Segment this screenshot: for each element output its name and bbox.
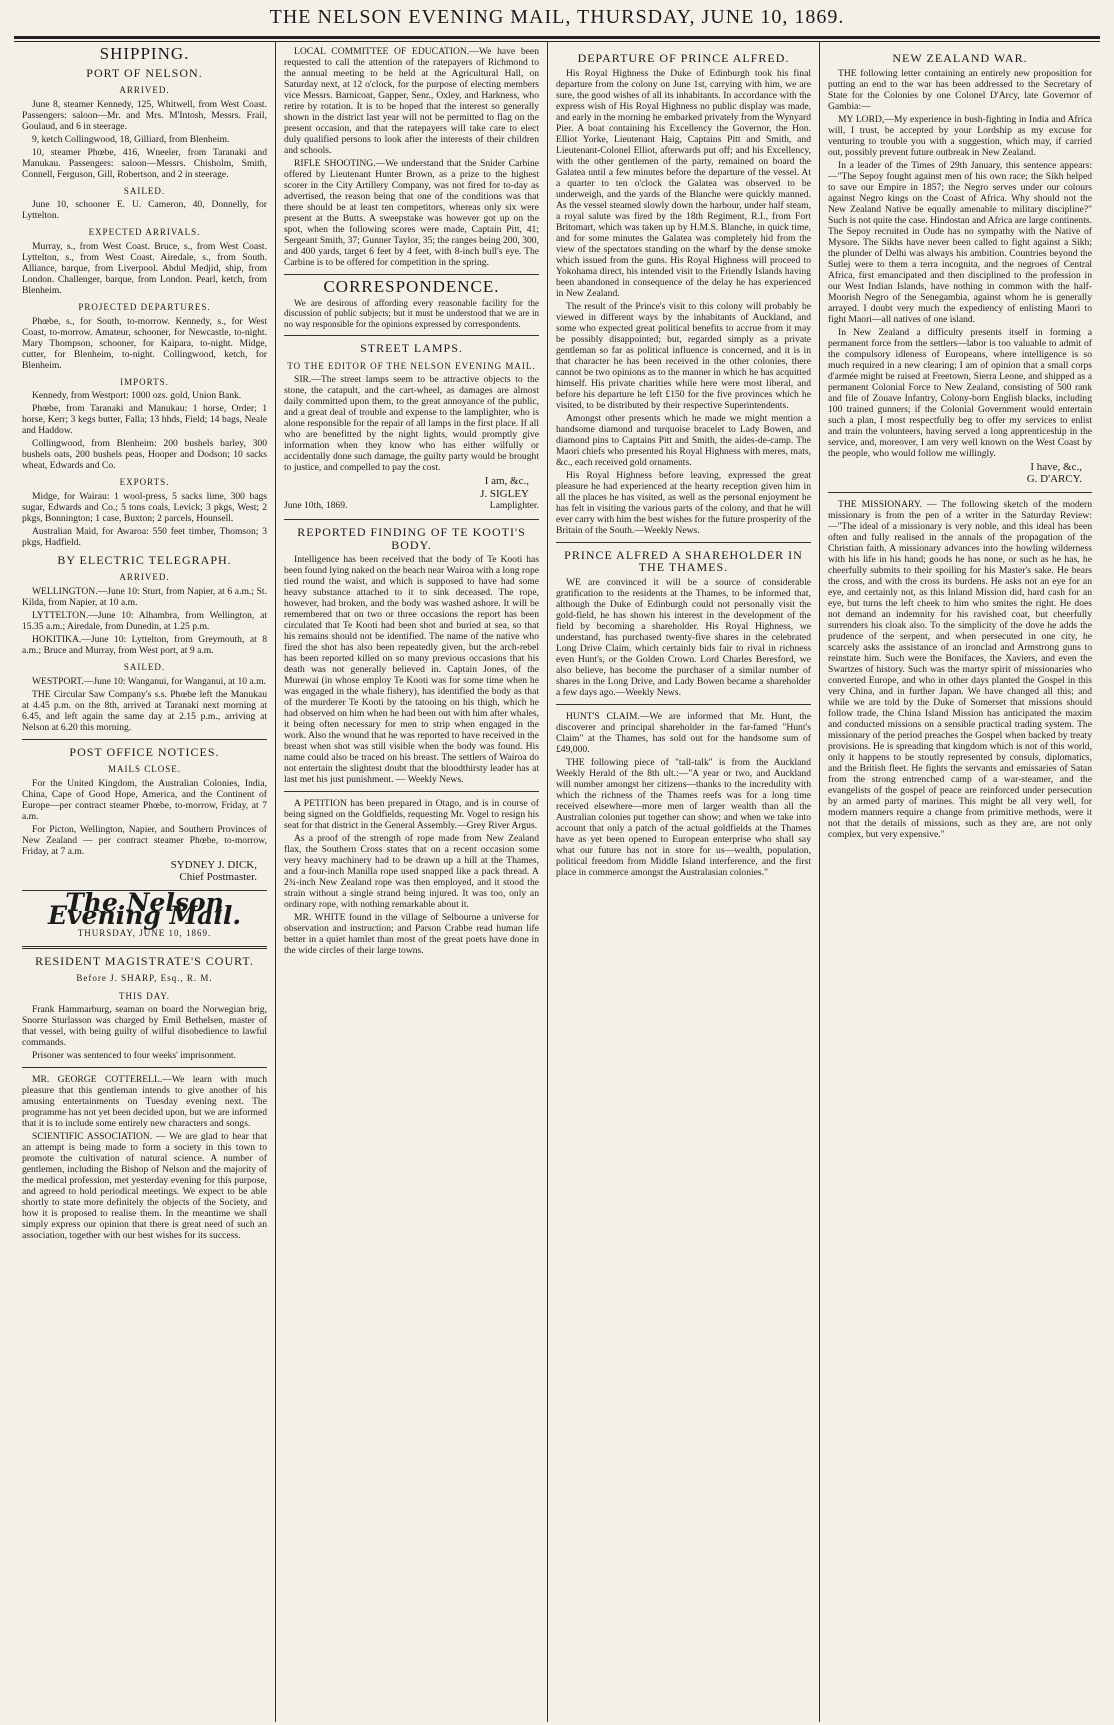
war-title: NEW ZEALAND WAR. bbox=[892, 51, 1028, 65]
divider bbox=[284, 335, 539, 336]
mails-item: For Picton, Wellington, Napier, and Southern Provinces of New Zealand — per contract steamer Phœbe, to-morrow, Friday, at 7 a.m. bbox=[22, 823, 267, 857]
saw-company-notice: THE Circular Saw Company's s.s. Phœbe left the Manukau at 4.45 p.m. on the 8th, arrived at Taranaki next morning at 6.45, and left again the same day at 2.15 p.m., arriving at Nelson at 6.20 this morning. bbox=[22, 688, 267, 733]
share-paragraph: WE are convinced it will be a source of considerable gratification to the residents at the Thames, to be informed that, although the Duke of Edinburgh could not personally visit the gold-field, he has shown his interest in the development of the field by becoming a shareholder. His Royal Highness, we understand, has purchased twenty-five shares in the celebrated Long Drive Claim, which certainly bids fair to rival in richness even Hunt's, or the Golden Crown. Lord Charles Beresford, we also believe, has become the purchaser of a similar number of shares in the Long Drive, and Lady Bowen became a shareholder a few days ago.—Weekly News. bbox=[556, 576, 811, 698]
paper-date: THURSDAY, JUNE 10, 1869. bbox=[77, 928, 212, 939]
projected-item: Phœbe, s., for South, to-morrow. Kennedy, s., for West Coast, to-morrow. Amateur, schooner, for Newcastle, to-night. Mary Thompson, schooner, for Kaipara, to-night. Midge, cutter, for Blenheim, to-night. Collingwood, ketch, for Blenheim. bbox=[22, 315, 267, 371]
arrived-item: 10, steamer Phœbe, 416, Wneeler, from Taranaki and Manukau. Passengers: saloon—Messrs. Chisholm, Smith, Connell, Ferguson, Gill, Robertson, and 2 in steerage. bbox=[22, 146, 267, 180]
lamps-to: TO THE EDITOR OF THE NELSON EVENING MAIL. bbox=[287, 360, 536, 371]
kooti-title: REPORTED FINDING OF TE KOOTI'S BODY. bbox=[297, 525, 526, 552]
war-letter-paragraph: In a leader of the Times of 29th January, this sentence appears:—"The Sepoy fought against men of his own race; the Sikh helped to save our Empire in 1857; the Negro serves under our colours against Negro kings on the Coast of Africa. Why should not the New Zealand Native be equally amenable to military discipline?" Such is not quite the case. Hindostan and Africa are large continents. The Sepoy recruited in Oude has no sympathy with the Native of Mysore. The Sikhs have never been called to fight against a Sikh; the plunder of Delhi was always his ambition. Countries beyond the Sutlej were to them a terra incognita, and the negroes of Central Africa, first emancipated and then disciplined to the profession in our West Indian Islands, have nothing in common with the half-Moorish Negro of the Senegambia, against whom he is generally arrayed. I doubt very much the expediency of enlisting Maori to fight Maori—all natives of one island. bbox=[828, 159, 1092, 325]
kooti-paragraph: Intelligence has been received that the body of Te Kooti has been found lying naked on the beach near Wairoa with a long rope tied round the waist, and which is supposed to have had some heavy substance attached to it to sink deceased. The rope, however, had broken, and the body was washed ashore. It will be remembered that on two or three occasions the report has been circulated that Te Kooti had been shot and buried at sea, so that his remains should not be identified. The name of the native who fired the shot has also been repeatedly given, but the arch-rebel has been reported killed on so many previous occasions that his death was not generally believed in. Captain Jones, of the Murewai (in whose employ Te Kooti was for some time when he was engaged in the whale fishery), has identified the body as that of the murderer Te Kooti by the tatooing on his thigh, which he had observed on him when he had been out with him after whales, it being often necessary for men to strip when engaged in the work. Also the wound that he was reported to have received in the breast when shot was still visible when the body was found. His name could also be traced on his breast. The settlers of Wairoa do not entertain the slightest doubt that the bloodthirsty leader has at last met his just punishment. — Weekly News. bbox=[284, 554, 539, 786]
divider bbox=[556, 704, 811, 705]
divider bbox=[556, 542, 811, 543]
divider bbox=[22, 1067, 267, 1068]
departure-paragraph: The result of the Prince's visit to this colony will probably be viewed in different ways by the inhabitants of Auckland, and some who expected great political benefits to accrue from it may be possibly disappointed; but, regarded simply as a private gentleman so far as political influence is concerned, and it is in that character he has been received in the other colonies, there cannot be two opinions as to the manner in which he has acquitted himself. His private charities while here were most liberal, and before his departure he left £150 for the five provinces which he visited, to be distributed by their respective Superintendents. bbox=[556, 300, 811, 411]
scientific-paragraph: SCIENTIFIC ASSOCIATION. — We are glad to hear that an attempt is being made to form a society in this town to promote the cultivation of natural science. A number of gentlemen, including the Bishop of Nelson and the majority of the medical profession, met yesterday evening for this purpose, and agreed to hold periodical meetings. We expect to be able shortly to state more definitely the objects of the Society, and how it is proposed to realise them. In the meantime we shall simply express our opinion that there is great need of such an association, together with our best wishes for its success. bbox=[22, 1131, 267, 1242]
departure-paragraph: His Royal Highness the Duke of Edinburgh took his final departure from the colony on June 1st, carrying with him, we are sure, the good wishes of all its inhabitants. In accordance with the express wish of His Royal Highness no public display was made, and early in the morning he embarked privately from the Wynyard Pier. A boat containing his Excellency the Governor, the Hon. Elliot Yorke, Lieutenant Haig, Captains Pitt and Smith, and Lieutenant-Colonel Elliot, afterwards put off; and his Excellency, with the other gentlemen of the party, remained on board the Galatea until a few minutes before the departure of the vessel. At a quarter to ten o'clock the Galatea was observed to be underweigh, and the yards of the Blanche were quickly manned. As the vessel steamed slowly down the harbour, under half steam, a royal salute was fired by the 18th Regiment, R.I., from Fort Britomart, which was taken up by H.M.S. Blanche, in quick time, and for some minutes the Galatea was completely hid from the view of the spectators standing on the wharf by the dense smoke which issued from the guns. His Royal Highness will proceed to Yokohama direct, his intended visit to the Friendly Islands having been abandoned in consequence of the delay he has experienced in New Zealand. bbox=[556, 67, 811, 299]
expected-head: EXPECTED ARRIVALS. bbox=[88, 227, 201, 238]
lamps-date: June 10th, 1869. bbox=[284, 500, 348, 512]
expected-item: Murray, s., from West Coast. Bruce, s., from West Coast. Lyttelton, s., from West Coast. Airedale, s., from South. Alliance, barque, from Liverpool. Abdul Medjid, ship, from London. Challenger, barque, from London. Pearl, ketch, from Blenheim. bbox=[22, 240, 267, 296]
lamps-text: SIR.—The street lamps seem to be attractive objects to the stone, the catapult, and the cart-wheel, as damages are almost daily committed upon them, to the great annoyance of the public, and a great deal of trouble and expense to the lamplighter, who is alone responsible for the repair of all lamps in the first place. If all who are benefitted by the night lights, would promptly give information when they know who has either wilfully or accidentally done such damage, the guilty party would be brought to justice, and compelled to pay the cost. bbox=[284, 374, 539, 474]
sailed-item: June 10, schooner E. U. Cameron, 40, Donnelly, for Lyttelton. bbox=[22, 199, 267, 222]
imports-item: Collingwood, from Blenheim: 200 bushels barley, 300 bushels oats, 200 bushels peas, Hooper and Dodson; 10 sacks wheat, Edwards and Co. bbox=[22, 438, 267, 472]
imports-item: Phœbe, from Taranaki and Manukau: 1 horse, Order; 1 horse, Kerr; 3 kegs butter, Falla; 13 hhds, Field; 14 bags, Neale and Haddow. bbox=[22, 403, 267, 437]
tel-sailed-head: SAILED. bbox=[123, 661, 166, 672]
exports-head: EXPORTS. bbox=[119, 477, 170, 488]
columns bbox=[14, 42, 1100, 1722]
war-letter-paragraph: MY LORD,—My experience in bush-fighting in India and Africa will, I trust, be accepted by your Lordship as my excuse for venturing to trouble you with a suggestion, which may, if carried out, possibly prevent future outbreak in New Zealand. bbox=[828, 113, 1092, 158]
tel-arrived-head: ARRIVED. bbox=[119, 572, 170, 583]
divider bbox=[284, 519, 539, 520]
divider bbox=[284, 791, 539, 792]
masthead-rule bbox=[14, 36, 1100, 39]
column-2 bbox=[276, 42, 548, 1722]
tel-arrived-item: LYTTELTON.—June 10: Alhambra, from Wellington, at 15.35 a.m.; Airedale, from Dunedin, at 1.25 p.m. bbox=[22, 609, 267, 632]
correspondence-title: CORRESPONDENCE. bbox=[323, 277, 500, 296]
court-text: Frank Hammarburg, seaman on board the Norwegian brig, Snorre Sturlasson was charged by Emil Bethelsen, master of that vessel, with being guilty of wilful disobedience to lawful commands. bbox=[22, 1004, 267, 1049]
mails-item: For the United Kingdom, the Australian Colonies, India, China, Cape of Good Hope, America, and the Continent of Europe—per contract steamer Phœbe, to-morrow, Friday, at 7 a.m. bbox=[22, 777, 267, 822]
cotterell-paragraph: MR. GEORGE COTTERELL.—We learn with much pleasure that this gentleman intends to give another of his amusing entertainments on Tuesday evening next. The programme has not yet been decided upon, but we are informed that it is to include some entirely new characters and songs. bbox=[22, 1074, 267, 1130]
tel-arrived-item: WELLINGTON.—June 10: Sturt, from Napier, at 6 a.m.; St. Kilda, from Napier, at 10 a.m. bbox=[22, 585, 267, 608]
rope-paragraph: As a proof of the strength of rope made from New Zealand flax, the Southern Cross states that on a recent occasion some very heavy machinery had to be drawn up a hill at the Thames, and a four-inch Manilla rope used snapped like a pack thread. A 2¾-inch New Zealand rope was then employed, and it stood the strain without a single strand being injured. It was too, only an ordinary rope, with nothing remarkable about it. bbox=[284, 833, 539, 911]
missionary-paragraph: THE MISSIONARY. — The following sketch of the modern missionary is from the pen of a writer in the Saturday Review:—"The ideal of a missionary is very noble, and this ideal has been often and fully realised in the annals of the propagation of the Christian faith. A missionary advances into the howling wilderness with his life in his hand; goods he has none, or such as he has, he cheerfully submits to their spoiling for his Master's sake. He bears the cross, and with the cross its burdens. He asks not an eye for an eye, and certainly not, as this Inland Mission did, hard cash for an eye, but turns the left cheek to him who smites the right. He does not demand an indemnity for his ravished coat, but cheerfully surrenders his cloak also. To the simplicity of the dove he adds the prudence of the serpent, and when persecuted in one city, he scarcely asks the assistance of an ironclad and Armstrong guns to reinstate him. Such were the Bonifaces, the Xaviers, and even the Swartzes of history. Such was the martyr spirit of missionaries who converted Europe, and who in other days planted the Gospel in this very China, and in further Japan. We have changed all this; and while we are told by the Duke of Somerset that missions should follow trade, the China Island Mission has anticipated the maxim and conducted missions on a sensible practical trading system. The missionary of the period preaches the Gospel when backed by treaty provisions. He is spreading that kingdom which is not of this world, only it happens to be stoutly represented by consuls, diplomatics, and the British fleet. He fights the servants and emissaries of Satan from the strong entrenched camp of a war-steamer, and the evangelists of the gospel of peace are reinforced under persecution by an armed party of marines. This might be all very well, for modern manners require a change from primitive methods, were it not that the details of missions, such as they are, are not only complex, but very expensive." bbox=[828, 498, 1092, 840]
shipping-title: SHIPPING. bbox=[99, 44, 190, 63]
imports-item: Kennedy, from Westport: 1000 ozs. gold, Union Bank. bbox=[32, 390, 242, 402]
exports-item: Midge, for Wairau: 1 wool-press, 5 sacks lime, 300 bags sugar, Edwards and Co.; 5 tons coals, Levick; 3 pkgs, West; 2 pkgs, Bonnington; 1 case, Buxton; 2 parcels, Hounsell. bbox=[22, 490, 267, 524]
mails-head: MAILS CLOSE. bbox=[107, 764, 181, 775]
divider bbox=[22, 946, 267, 949]
column-3 bbox=[548, 42, 820, 1722]
post-office-title: POST OFFICE NOTICES. bbox=[69, 744, 220, 759]
exports-item: Australian Maid, for Awaroa: 550 feet timber, Thomson; 3 pkgs, Hadfield. bbox=[22, 525, 267, 548]
court-day: THIS DAY. bbox=[118, 990, 170, 1001]
departure-paragraph: Amongst other presents which he made we might mention a handsome diamond and turquoise bracelet to Lady Bowen, and diamond pins to Captains Pitt and Smith, the aides-de-camp. The Maori chiefs who presented his Royal Highness with meres, mats, &c., each received gold ornaments. bbox=[556, 412, 811, 468]
lamps-title: STREET LAMPS. bbox=[360, 341, 463, 356]
rifle-paragraph: RIFLE SHOOTING.—We understand that the Snider Carbine offered by Lieutenant Hunter Brown, as a prize to the highest scorer in the City Artillery Company, was not fired for to-day as advertised, the reason being that one of the conditions was that there should be at least ten competitors, whereas only six were present at the Butts. A sweepstake was however got up on the spot, when the following scores were made, Captain Pitt, 41; Sergeant Smith, 37; Gunner Taylor, 35; the ranges being 200, 300, and 400 yards, target 6 feet by 4 feet, with 8-inch bull's eye. The Carbine is to be offered for competition in the spring. bbox=[284, 158, 539, 268]
share-title: PRINCE ALFRED A SHAREHOLDER IN THE THAMES. bbox=[564, 547, 803, 575]
education-paragraph: LOCAL COMMITTEE OF EDUCATION.—We have been requested to call the attention of the ratepayers of Richmond to the annual meeting to be held at the Agricultural Hall, on Saturday next, at 12 o'clock, for the purpose of electing members vice Messrs. Barnicoat, Gapper, Senr., Oxley, and Harkness, who retire by rotation. It is to be hoped that the interest so generally shown in the district last year will not be permitted to flag on the present occasion, and that the ratepayers will take care to elect duly qualified persons to look after the interests of their children and schools. bbox=[284, 46, 539, 156]
war-signature: G. D'ARCY. bbox=[1026, 473, 1082, 486]
departure-paragraph: His Royal Highness before leaving, expressed the great pleasure he had experienced at the hearty reception given him in all the places he has visited, as well as the personal enjoyment he has felt in visiting the various parts of the colony, and that he will ever carry with him the best wishes for the future prosperity of the Britain of the South.—Weekly News. bbox=[556, 469, 811, 536]
tel-arrived-item: HOKITIKA.—June 10: Lyttelton, from Greymouth, at 8 a.m.; Bruce and Murray, from West port, at 9 a.m. bbox=[22, 633, 267, 656]
telegraph-title: BY ELECTRIC TELEGRAPH. bbox=[57, 552, 232, 567]
projected-head: PROJECTED DEPARTURES. bbox=[78, 301, 211, 312]
divider bbox=[22, 739, 267, 740]
white-paragraph: MR. WHITE found in the village of Selbourne a universe for observation and instruction; and Parson Crabbe read human life better in a quiet hamlet than most of the great poets have done in the wide circles of their large towns. bbox=[284, 912, 539, 957]
hunts-paragraph: HUNT'S CLAIM.—We are informed that Mr. Hunt, the discoverer and principal shareholder in the far-famed "Hunt's Claim" at the Thames, has sold out for the handsome sum of £49,000. bbox=[556, 710, 811, 755]
war-letter-paragraph: In New Zealand a difficulty presents itself in forming a permanent force from the settlers—labor is too valuable to admit of the compulsory idleness of Europeans, where intelligence is so much required in a new clearing; I am of opinion that a small corps d'armée might be raised at Freetown, Sierra Leone, and shipped as a permanent Colonial Force to New Zealand, consisting of 500 rank and file of Zouave Infantry, Colony-born English blacks, including 100 trained gunners; if the Colonial Government would entertain such a plan, I most respectfully beg to offer my services to enlist and train the volunteers, having served a long apprenticeship in the service, and, moreover, I am very well known on the West Coast by the people, who would follow me willingly. bbox=[828, 326, 1092, 459]
masthead: THE NELSON EVENING MAIL, THURSDAY, JUNE 10, 1869. bbox=[269, 6, 845, 28]
lamps-role: Lamplighter. bbox=[489, 500, 539, 512]
lamps-footer bbox=[284, 500, 539, 513]
paper-title: The Nelson Evening Mail. bbox=[47, 887, 242, 930]
arrived-item: June 8, steamer Kennedy, 125, Whitwell, from West Coast. Passengers: saloon—Mr. and Mrs. M'Intosh, Messrs. Frail, Goulaud, and 6 in steerage. bbox=[22, 98, 267, 132]
departure-title: DEPARTURE OF PRINCE ALFRED. bbox=[577, 51, 790, 65]
correspondence-note: We are desirous of affording every reasonable facility for the discussion of public subjects; but it must be understood that we are in no way responsible for the opinions expressed by correspondents. bbox=[284, 297, 539, 329]
lamps-close: I am, &c., bbox=[484, 475, 529, 488]
sailed-head: SAILED. bbox=[123, 185, 166, 196]
court-sentence: Prisoner was sentenced to four weeks' imprisonment. bbox=[32, 1050, 236, 1062]
lamps-name: J. SIGLEY bbox=[480, 487, 529, 500]
divider bbox=[284, 274, 539, 275]
column-1 bbox=[14, 42, 276, 1722]
war-close: I have, &c., bbox=[1030, 460, 1082, 473]
court-title: RESIDENT MAGISTRATE'S COURT. bbox=[35, 953, 254, 968]
court-before: Before J. SHARP, Esq., R. M. bbox=[76, 973, 213, 984]
tel-sailed-item: WESTPORT.—June 10: Wanganui, for Wanganui, at 10 a.m. bbox=[32, 675, 266, 687]
arrived-item: 9, ketch Collingwood, 18, Gilliard, from Blenheim. bbox=[32, 133, 230, 145]
divider bbox=[828, 492, 1092, 493]
column-4 bbox=[820, 42, 1100, 1722]
port-title: PORT OF NELSON. bbox=[86, 65, 203, 80]
war-intro: THE following letter containing an entirely new proposition for putting an end to the war has been addressed to the Secretary of State for the Colonies by one Colonel D'Arcy, late Governor of Gambia:— bbox=[828, 67, 1092, 112]
arrived-head: ARRIVED. bbox=[119, 85, 170, 96]
petition-paragraph: A PETITION has been prepared in Otago, and is in course of being signed on the Goldfields, requesting Mr. Vogel to resign his seat for that district in the General Assembly.—Grey River Argus. bbox=[284, 798, 539, 832]
post-signature: SYDNEY J. DICK, bbox=[170, 858, 257, 871]
post-signature-title: Chief Postmaster. bbox=[179, 871, 257, 884]
imports-head: IMPORTS. bbox=[120, 376, 169, 387]
talltalk-paragraph: THE following piece of "tall-talk" is from the Auckland Weekly Herald of the 8th ult.:—"A year or two, and Auckland will number amongst her citizens—thanks to the incredulity with which the richness of the Thames reefs was for a long time received elsewhere—more men of larger wealth than all the Australian colonies put together can show; and when we take into account that only a patch of the actual goldfields at the Thames have as yet been opened to European enterprise who shall say what our future has not in store for us—wealth, population, political freedom from Middle Island interference, and the first place in commerce amongst the Australasian colonies." bbox=[556, 756, 811, 878]
